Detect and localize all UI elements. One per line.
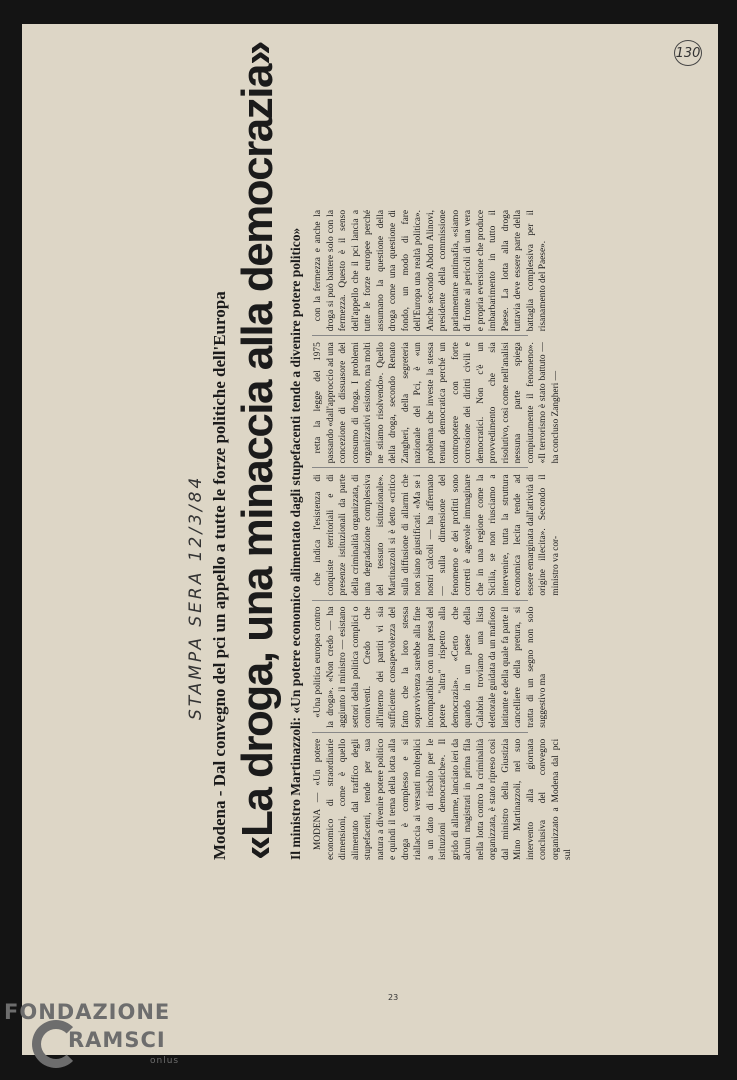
- article-column: MODENA — «Un potere economico di straordinarie dimensioni, come è quello alimentato dal traffico degli stupefacenti, tende per sua natura a divenire potere politico e quindi il tema della lotta alla droga è complesso e si riallaccia ai versanti molteplici a un dato di rischio per le istituzioni democratiche». Il grido di allarme, lanciato ieri da alcuni magistrati in prima fila nella lotta contro la criminalità organizzata, è stato ripreso così dal ministro della Giustizia Mino Martinazzoli, nel suo intervento alla giornata conclusiva del convegno organizzato a Modena dal pci sul: [313, 738, 573, 860]
- footer-page-number: 23: [388, 993, 399, 1002]
- article-headline: «La droga, una minaccia alla democrazia»: [233, 42, 282, 860]
- newspaper-article: [210, 42, 573, 860]
- article-body: [312, 209, 573, 860]
- logo-suffix: onlus: [150, 1056, 180, 1066]
- article-column: con la fermezza e anche la droga si può battere solo con la fermezza. Questo è il senso dell'appello che il pci lancia a tutte le forze europee perché assumano la questione della droga come una questione di fondo, un modo di fare dell'Europa una realtà politica». Anche secondo Abdon Alinovi, presidente della commissione parlamentare antimafia, «siamo di fronte ai pericoli di una vera e propria eversione che produce imbarbarimento in tutto il Paese. La lotta alla droga tuttavia deve essere parte della battaglia complessiva per il risanamento del Paese».: [312, 210, 528, 336]
- article-column: «Una politica europea contro la droga». «Non credo — ha aggiunto il ministro — esistano settori della politica complici o conniventi. Credo che all'interno dei partiti vi sia sufficiente consapevolezza del fatto che la loro stessa sopravvivenza sarebbe alla fine incompatibile con una presa del potere "altra" rispetto alla democrazia». «Certo che quando in un paese della Calabria troviamo una lista elettorale guidata da un mafioso latitante e della quale fa parte il cancelliere della pretura, si tratta di un segno non solo suggestivo ma: [312, 607, 528, 733]
- article-subheadline: Il ministro Martinazzoli: «Un potere economico alimentato dagli stupefacenti tende a divenire potere politico»: [288, 227, 303, 860]
- handwritten-source-date: STAMPA SERA 12/3/84: [186, 474, 206, 720]
- article-kicker: Modena - Dal convegno del pci un appello a tutte le forze politiche dell'Europa: [210, 291, 229, 860]
- article-column: retta la legge del 1975 passando «dall'approccio ad una concezione di dissuasore del consumo di droga. I problemi organizzativi esistono, ma molti ne stiamo risolvendo». Quello della droga, secondo Renato Zangheri, della segreteria nazionale del Pci, è «un problema che investe la stessa tenuta democratica perché un contropotere con forte corrosione dei diritti civili e democratici. Non c'è un provvedimento che sia risolutivo, così come nell'analisi nessuna parte spiega compiutamente il fenomeno». «Il terrorismo è stato battuto — ha concluso Zangheri —: [312, 342, 528, 468]
- logo-line-2: RAMSCI: [68, 1028, 166, 1052]
- archive-page-number: 130: [674, 40, 702, 66]
- fondazione-gramsci-logo: [4, 998, 194, 1078]
- article-column: che indica l'esistenza di conquiste territoriali e di presenze istituzionali da parte della criminalità organizzata, di una degradazione complessiva del tessuto istituzionale». Martinazzoli si è detto «critico sulla diffusione di allarmi che non siano giustificati. «Ma se i nostri calcoli — ha affermato — sulla dimensione del fenomeno e dei profitti sono corretti è agevole immaginare che in una regione come la Sicilia, se non riusciamo a intervenire, tutta la struttura economica lecita tende ad essere emarginata dall'attività di origine illecita». Secondo il ministro va cor-: [312, 474, 528, 600]
- logo-line-1: FONDAZIONE: [4, 1000, 171, 1024]
